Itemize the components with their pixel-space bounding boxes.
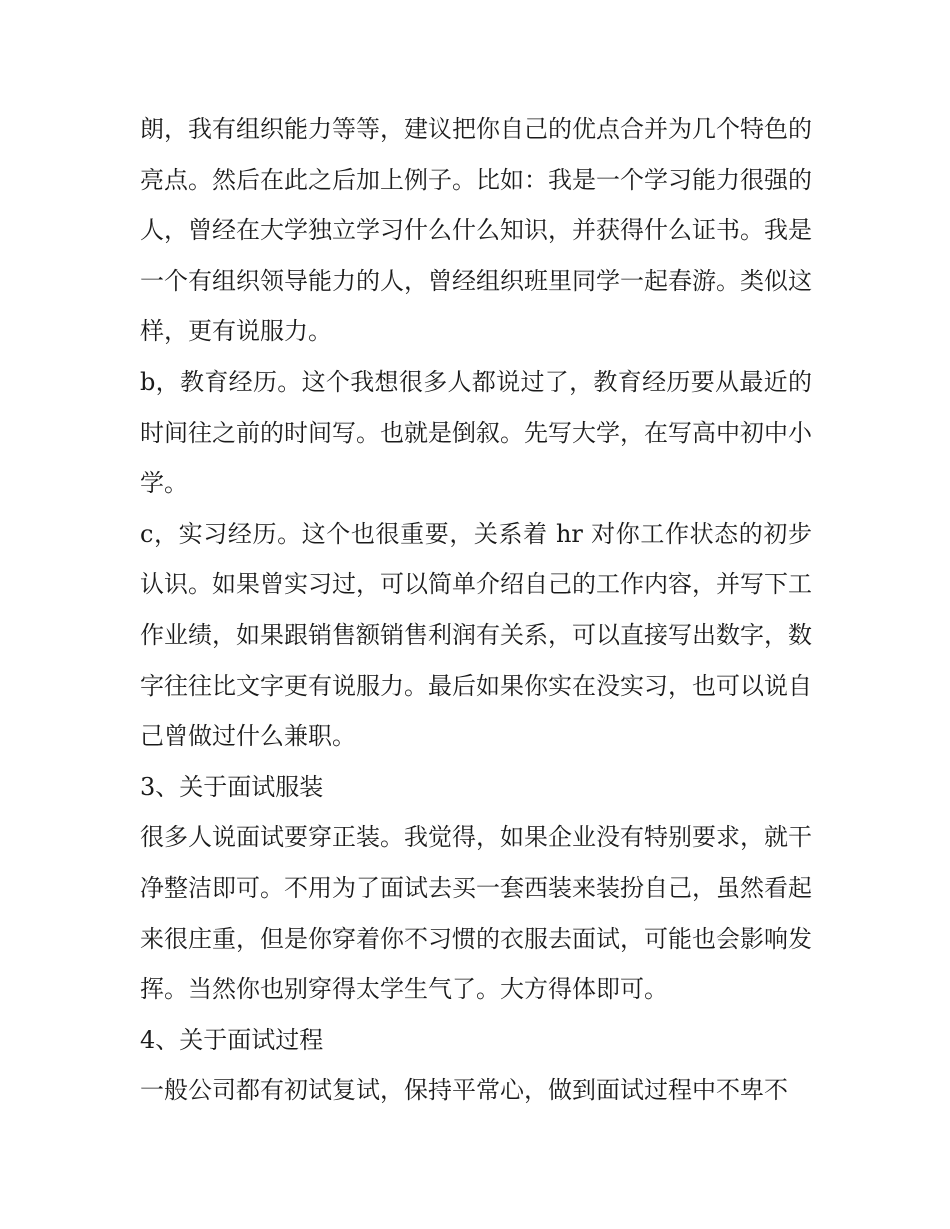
- paragraph-strengths: 朗，我有组织能力等等，建议把你自己的优点合并为几个特色的亮点。然后在此之后加上例子。比如：我是一个学习能力很强的人，曾经在大学独立学习什么什么知识，并获得什么证书。我是一个有组织领导能力的人，曾经组织班里同学一起春游。类似这样，更有说服力。: [140, 115, 812, 346]
- paragraph-education: b，教育经历。这个我想很多人都说过了，教育经历要从最近的时间往之前的时间写。也就是倒叙。先写大学，在写高中初中小学。: [140, 367, 812, 498]
- paragraph-internship: c，实习经历。这个也很重要，关系着 hr 对你工作状态的初步认识。如果曾实习过，可以简单介绍自己的工作内容，并写下工作业绩，如果跟销售额销售利润有关系，可以直接写出数字，数字往往比文字更有说服力。最后如果你实在没实习，也可以说自己曾做过什么兼职。: [140, 519, 812, 751]
- document-body: [140, 104, 812, 1116]
- paragraph-process: 一般公司都有初试复试，保持平常心，做到面试过程中不卑不: [140, 1076, 788, 1105]
- section-heading-attire: 3、关于面试服装: [140, 772, 324, 801]
- paragraph-attire: 很多人说面试要穿正装。我觉得，如果企业没有特别要求，就干净整洁即可。不用为了面试去买一套西装来装扮自己，虽然看起来很庄重，但是你穿着你不习惯的衣服去面试，可能也会影响发挥。当然你也别穿得太学生气了。大方得体即可。: [140, 823, 812, 1004]
- section-heading-process: 4、关于面试过程: [140, 1025, 324, 1054]
